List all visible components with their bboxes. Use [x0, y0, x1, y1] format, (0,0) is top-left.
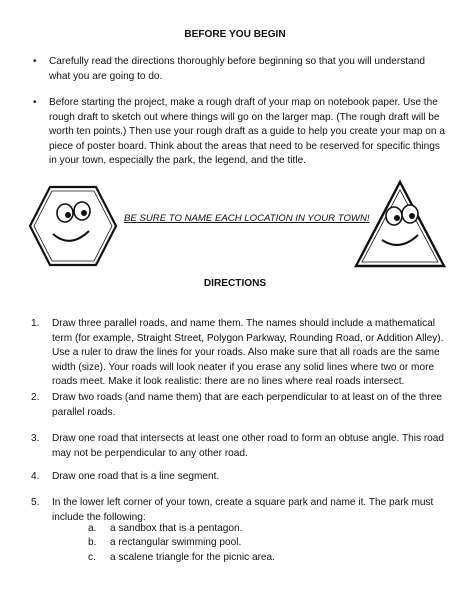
subitem-a-text: a sandbox that is a pentagon.	[110, 523, 243, 534]
intro-bullet-2: Before starting the project, make a rough draft of your map on notebook paper. Use the rough draft to sketch out where things will go on the larger map. (The rough draft will be worth ten points.) Then use your rough draft as a guide to help you create your map on a piece of poster board. Think about the areas that need to be reserved for specific things in your town, especially the park, the legend, and the title.	[49, 97, 445, 167]
direction-1-text: Draw three parallel roads, and name them. The names should include a mathematical term (for example, Straight Street, Polygon Parkway, Rounding Road, or Addition Alley). Use a ruler to draw the lines for your roads. Also make sure that all roads are the same width (size). Your roads will look neater if you erase any solid lines where two or more roads meet. Make it look realistic: there are no lines where real roads intersect.	[52, 318, 444, 388]
smiling-triangle-icon	[354, 180, 446, 270]
intro-bullet-1: Carefully read the directions thoroughly before beginning so that you will understand what you are going to do.	[49, 56, 425, 82]
subitem-b-letter: b.	[88, 537, 97, 548]
subitem-c-text: a scalene triangle for the picnic area.	[110, 552, 275, 563]
subitem-c-letter: c.	[88, 552, 96, 563]
direction-4-text: Draw one road that is a line segment.	[52, 471, 220, 482]
subitem-b-text: a rectangular swimming pool.	[110, 537, 242, 548]
banner-text: BE SURE TO NAME EACH LOCATION IN YOUR TOWN!	[124, 213, 370, 224]
direction-2-text: Draw two roads (and name them) that are each perpendicular to at least on of the three parallel roads.	[52, 392, 442, 418]
direction-1-number: 1.	[31, 318, 40, 329]
direction-4-number: 4.	[31, 471, 40, 482]
intro-heading: BEFORE YOU BEGIN	[184, 29, 286, 40]
smiling-hexagon-icon	[28, 183, 118, 269]
direction-3-number: 3.	[31, 433, 40, 444]
bullet-2-symbol: •	[33, 97, 37, 108]
direction-3-text: Draw one road that intersects at least one other road to form an obtuse angle. This road may not be perpendicular to any other road.	[52, 433, 445, 459]
bullet-1-symbol: •	[33, 56, 37, 67]
direction-5-text: In the lower left corner of your town, create a square park and name it. The park must include the following:	[52, 497, 434, 523]
direction-2-number: 2.	[31, 392, 40, 403]
direction-5-number: 5.	[31, 497, 40, 508]
subitem-a-letter: a.	[88, 523, 97, 534]
directions-heading: DIRECTIONS	[203, 278, 267, 289]
